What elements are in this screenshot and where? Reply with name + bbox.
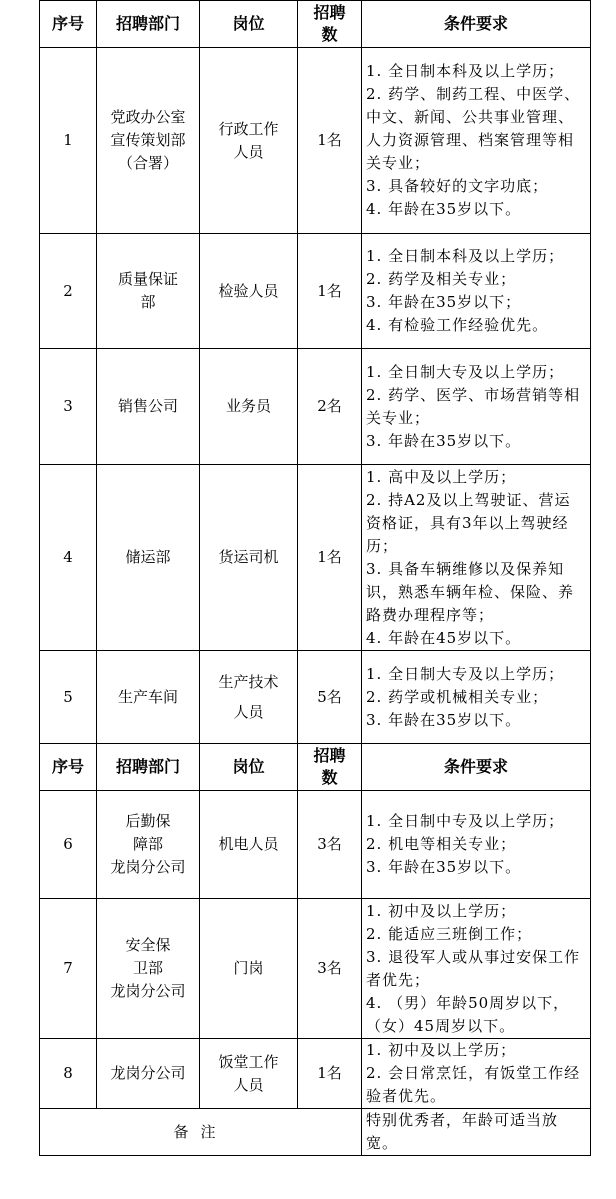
row-dept <box>97 791 200 899</box>
req-item: 2. 能适应三班倒工作； <box>366 924 533 943</box>
table-row <box>40 651 591 744</box>
req-item: 1. 全日制大专及以上学历； <box>366 664 565 683</box>
row-req <box>362 651 591 744</box>
dept-line: 质量保证部 <box>117 270 178 311</box>
req-item: 2. 持A2及以上驾驶证、营运资格证，具有3年以上驾驶经历； <box>366 490 571 555</box>
row-dept <box>97 1039 200 1109</box>
header-row <box>40 744 591 791</box>
row-dept <box>97 899 200 1039</box>
req-item: 4. 有检验工作经验优先。 <box>366 316 549 334</box>
req-item: 2. 药学及相关专业； <box>366 270 517 288</box>
dept-line: 储运部 <box>125 548 171 566</box>
dept-line: 党政办公室 <box>110 108 186 126</box>
row-count: 2名 <box>298 349 362 465</box>
row-req <box>362 234 591 349</box>
row-count: 3名 <box>298 899 362 1039</box>
req-item: 3. 退役军人或从事过安保工作者优先； <box>366 947 581 989</box>
req-item: 1. 全日制本科及以上学历； <box>366 62 565 80</box>
row-dept <box>97 651 200 744</box>
dept-line: 安全保卫部 <box>125 936 171 977</box>
row-req <box>362 349 591 465</box>
row-no: 5 <box>40 651 97 744</box>
row-no: 4 <box>40 465 97 651</box>
req-item: 4. （男）年龄50周岁以下，（女）45周岁以下。 <box>366 993 570 1035</box>
table-row <box>40 349 591 465</box>
dept-line: 龙岗分公司 <box>110 858 186 876</box>
table-row <box>40 1039 591 1109</box>
row-dept <box>97 234 200 349</box>
row-count: 1名 <box>298 1039 362 1109</box>
table-row <box>40 899 591 1039</box>
remarks-row <box>40 1109 591 1156</box>
row-dept <box>97 48 200 234</box>
req-item: 3. 年龄在35岁以下。 <box>366 858 522 876</box>
req-item: 2. 药学、医学、市场营销等相关专业； <box>366 385 581 427</box>
row-req <box>362 48 591 234</box>
req-item: 1. 全日制本科及以上学历； <box>366 247 565 265</box>
req-item: 4. 年龄在45岁以下。 <box>366 628 522 647</box>
header-count: 招聘数 <box>298 1 362 48</box>
dept-line: 后勤保障部 <box>125 812 171 853</box>
row-post: 生产技术人员 <box>200 651 298 744</box>
header-no: 序号 <box>40 1 97 48</box>
row-count: 1名 <box>298 234 362 349</box>
row-req <box>362 791 591 899</box>
header-no: 序号 <box>40 744 97 791</box>
req-item: 3. 年龄在35岁以下。 <box>366 431 522 450</box>
table-row <box>40 48 591 234</box>
row-post: 业务员 <box>200 349 298 465</box>
row-no: 8 <box>40 1039 97 1109</box>
header-req: 条件要求 <box>362 1 591 48</box>
row-no: 1 <box>40 48 97 234</box>
req-item: 2. 药学、制药工程、中医学、中文、新闻、公共事业管理、人力资源管理、档案管理等相关专业； <box>366 85 581 172</box>
req-item: 3. 具备较好的文字功底； <box>366 177 549 195</box>
dept-line: 龙岗分公司 <box>110 1064 186 1082</box>
req-item: 2. 药学或机械相关专业； <box>366 687 549 706</box>
row-post: 行政工作人员 <box>200 48 298 234</box>
header-req: 条件要求 <box>362 744 591 791</box>
row-no: 3 <box>40 349 97 465</box>
req-item: 4. 年龄在35岁以下。 <box>366 200 522 218</box>
row-dept <box>97 465 200 651</box>
header-post: 岗位 <box>200 744 298 791</box>
dept-line: 销售公司 <box>117 397 178 415</box>
row-no: 7 <box>40 899 97 1039</box>
header-row <box>40 1 591 48</box>
req-item: 3. 具备车辆维修以及保养知识，熟悉车辆年检、保险、养路费办理程序等； <box>366 559 575 624</box>
row-post: 机电人员 <box>200 791 298 899</box>
header-post: 岗位 <box>200 1 298 48</box>
header-dept: 招聘部门 <box>97 1 200 48</box>
table-row <box>40 465 591 651</box>
header-count: 招聘数 <box>298 744 362 791</box>
row-dept <box>97 349 200 465</box>
req-item: 1. 初中及以上学历； <box>366 1041 517 1059</box>
header-dept: 招聘部门 <box>97 744 200 791</box>
row-req <box>362 465 591 651</box>
req-item: 1. 全日制中专及以上学历； <box>366 812 565 830</box>
req-item: 2. 会日常烹饪，有饭堂工作经验者优先。 <box>366 1064 581 1105</box>
req-item: 2. 机电等相关专业； <box>366 835 517 853</box>
row-req <box>362 899 591 1039</box>
dept-line: （合署） <box>117 154 178 172</box>
dept-line: 生产车间 <box>117 687 178 706</box>
row-post: 门岗 <box>200 899 298 1039</box>
req-item: 1. 全日制大专及以上学历； <box>366 362 565 381</box>
req-item: 3. 年龄在35岁以下； <box>366 293 522 311</box>
row-req <box>362 1039 591 1109</box>
row-no: 6 <box>40 791 97 899</box>
row-post: 检验人员 <box>200 234 298 349</box>
row-count: 1名 <box>298 48 362 234</box>
row-post: 饭堂工作人员 <box>200 1039 298 1109</box>
row-count: 3名 <box>298 791 362 899</box>
req-item: 1. 高中及以上学历； <box>366 467 517 486</box>
remarks-label: 备注 <box>40 1109 362 1156</box>
row-post: 货运司机 <box>200 465 298 651</box>
dept-line: 龙岗分公司 <box>110 982 186 1000</box>
table-row <box>40 234 591 349</box>
row-no: 2 <box>40 234 97 349</box>
row-count: 5名 <box>298 651 362 744</box>
remarks-text: 特别优秀者，年龄可适当放宽。 <box>362 1109 591 1156</box>
dept-line: 宣传策划部 <box>110 131 186 149</box>
req-item: 3. 年龄在35岁以下。 <box>366 710 522 729</box>
table-row <box>40 791 591 899</box>
req-item: 1. 初中及以上学历； <box>366 901 517 920</box>
recruitment-table <box>39 0 591 1156</box>
row-count: 1名 <box>298 465 362 651</box>
